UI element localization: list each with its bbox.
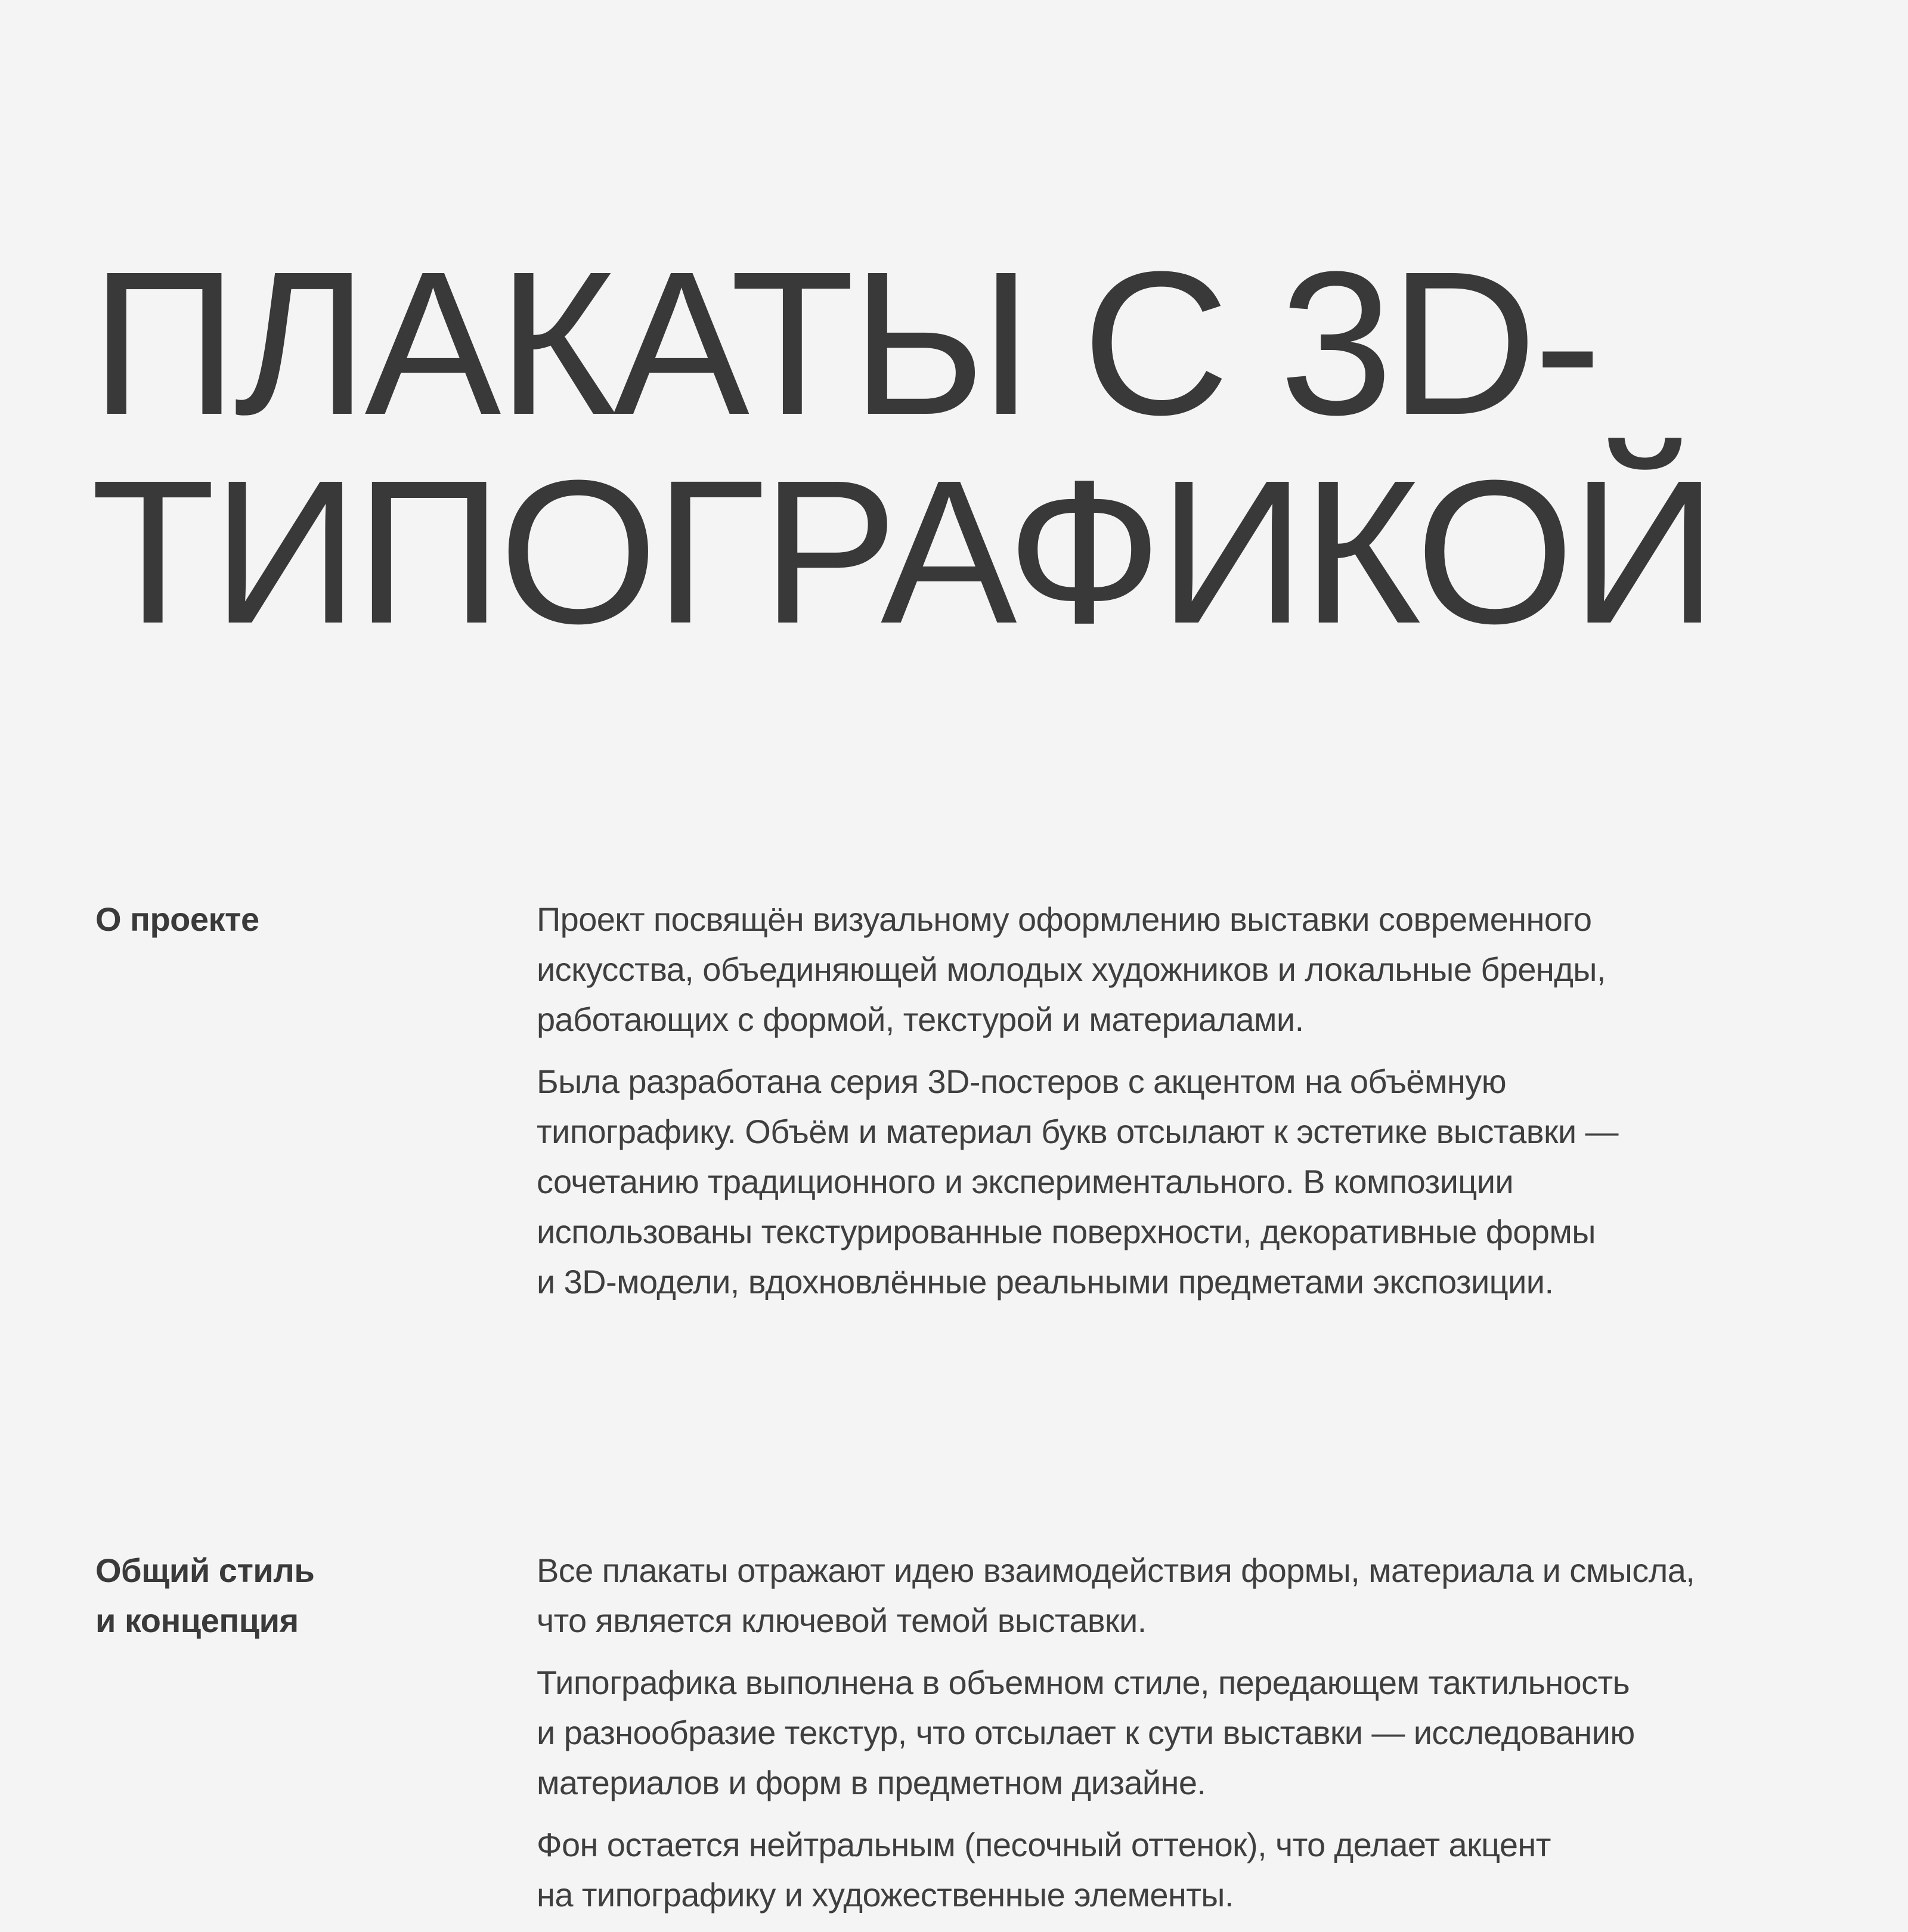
- paragraph: [537, 1658, 1836, 1808]
- page-title-line: ПЛАКАТЫ С 3D-: [91, 228, 1599, 457]
- page-title: [91, 228, 1714, 666]
- text-line: искусства, объединяющей молодых художников и локальные бренды,: [537, 950, 1606, 988]
- text-line: Типографика выполнена в объемном стиле, передающем тактильность: [537, 1664, 1630, 1701]
- paragraph: [537, 1820, 1836, 1920]
- section-body: [537, 894, 1836, 1319]
- paragraph: [537, 1546, 1836, 1646]
- text-line: работающих с формой, текстурой и материалами.: [537, 1001, 1304, 1038]
- text-line: Все плакаты отражают идею взаимодействия формы, материала и смысла,: [537, 1552, 1695, 1589]
- text-line: и 3D-модели, вдохновлённые реальными предметами экспозиции.: [537, 1263, 1554, 1301]
- section-label: [95, 1546, 465, 1646]
- section-label-line: Общий стиль: [95, 1552, 315, 1589]
- section-label-line: О проекте: [95, 900, 259, 938]
- text-line: Проект посвящён визуальному оформлению выставки современного: [537, 900, 1592, 938]
- text-line: типографику. Объём и материал букв отсылают к эстетике выставки —: [537, 1113, 1618, 1150]
- text-line: и разнообразие текстур, что отсылает к сути выставки — исследованию: [537, 1714, 1635, 1751]
- section-body: [537, 1546, 1836, 1932]
- text-line: на типографику и художественные элементы.: [537, 1876, 1234, 1914]
- text-line: Была разработана серия 3D-постеров с акцентом на объёмную: [537, 1063, 1507, 1100]
- text-line: сочетанию традиционного и экспериментального. В композиции: [537, 1163, 1514, 1200]
- paragraph: [537, 1057, 1836, 1307]
- text-line: использованы текстурированные поверхности, декоративные формы: [537, 1213, 1596, 1250]
- paragraph: [537, 894, 1836, 1045]
- section-label-line: и концепция: [95, 1602, 299, 1639]
- page-title-line: ТИПОГРАФИКОЙ: [91, 437, 1714, 666]
- text-line: Фон остается нейтральным (песочный оттенок), что делает акцент: [537, 1826, 1551, 1863]
- text-line: материалов и форм в предметном дизайне.: [537, 1764, 1206, 1801]
- text-line: что является ключевой темой выставки.: [537, 1602, 1147, 1639]
- section-label: [95, 894, 465, 945]
